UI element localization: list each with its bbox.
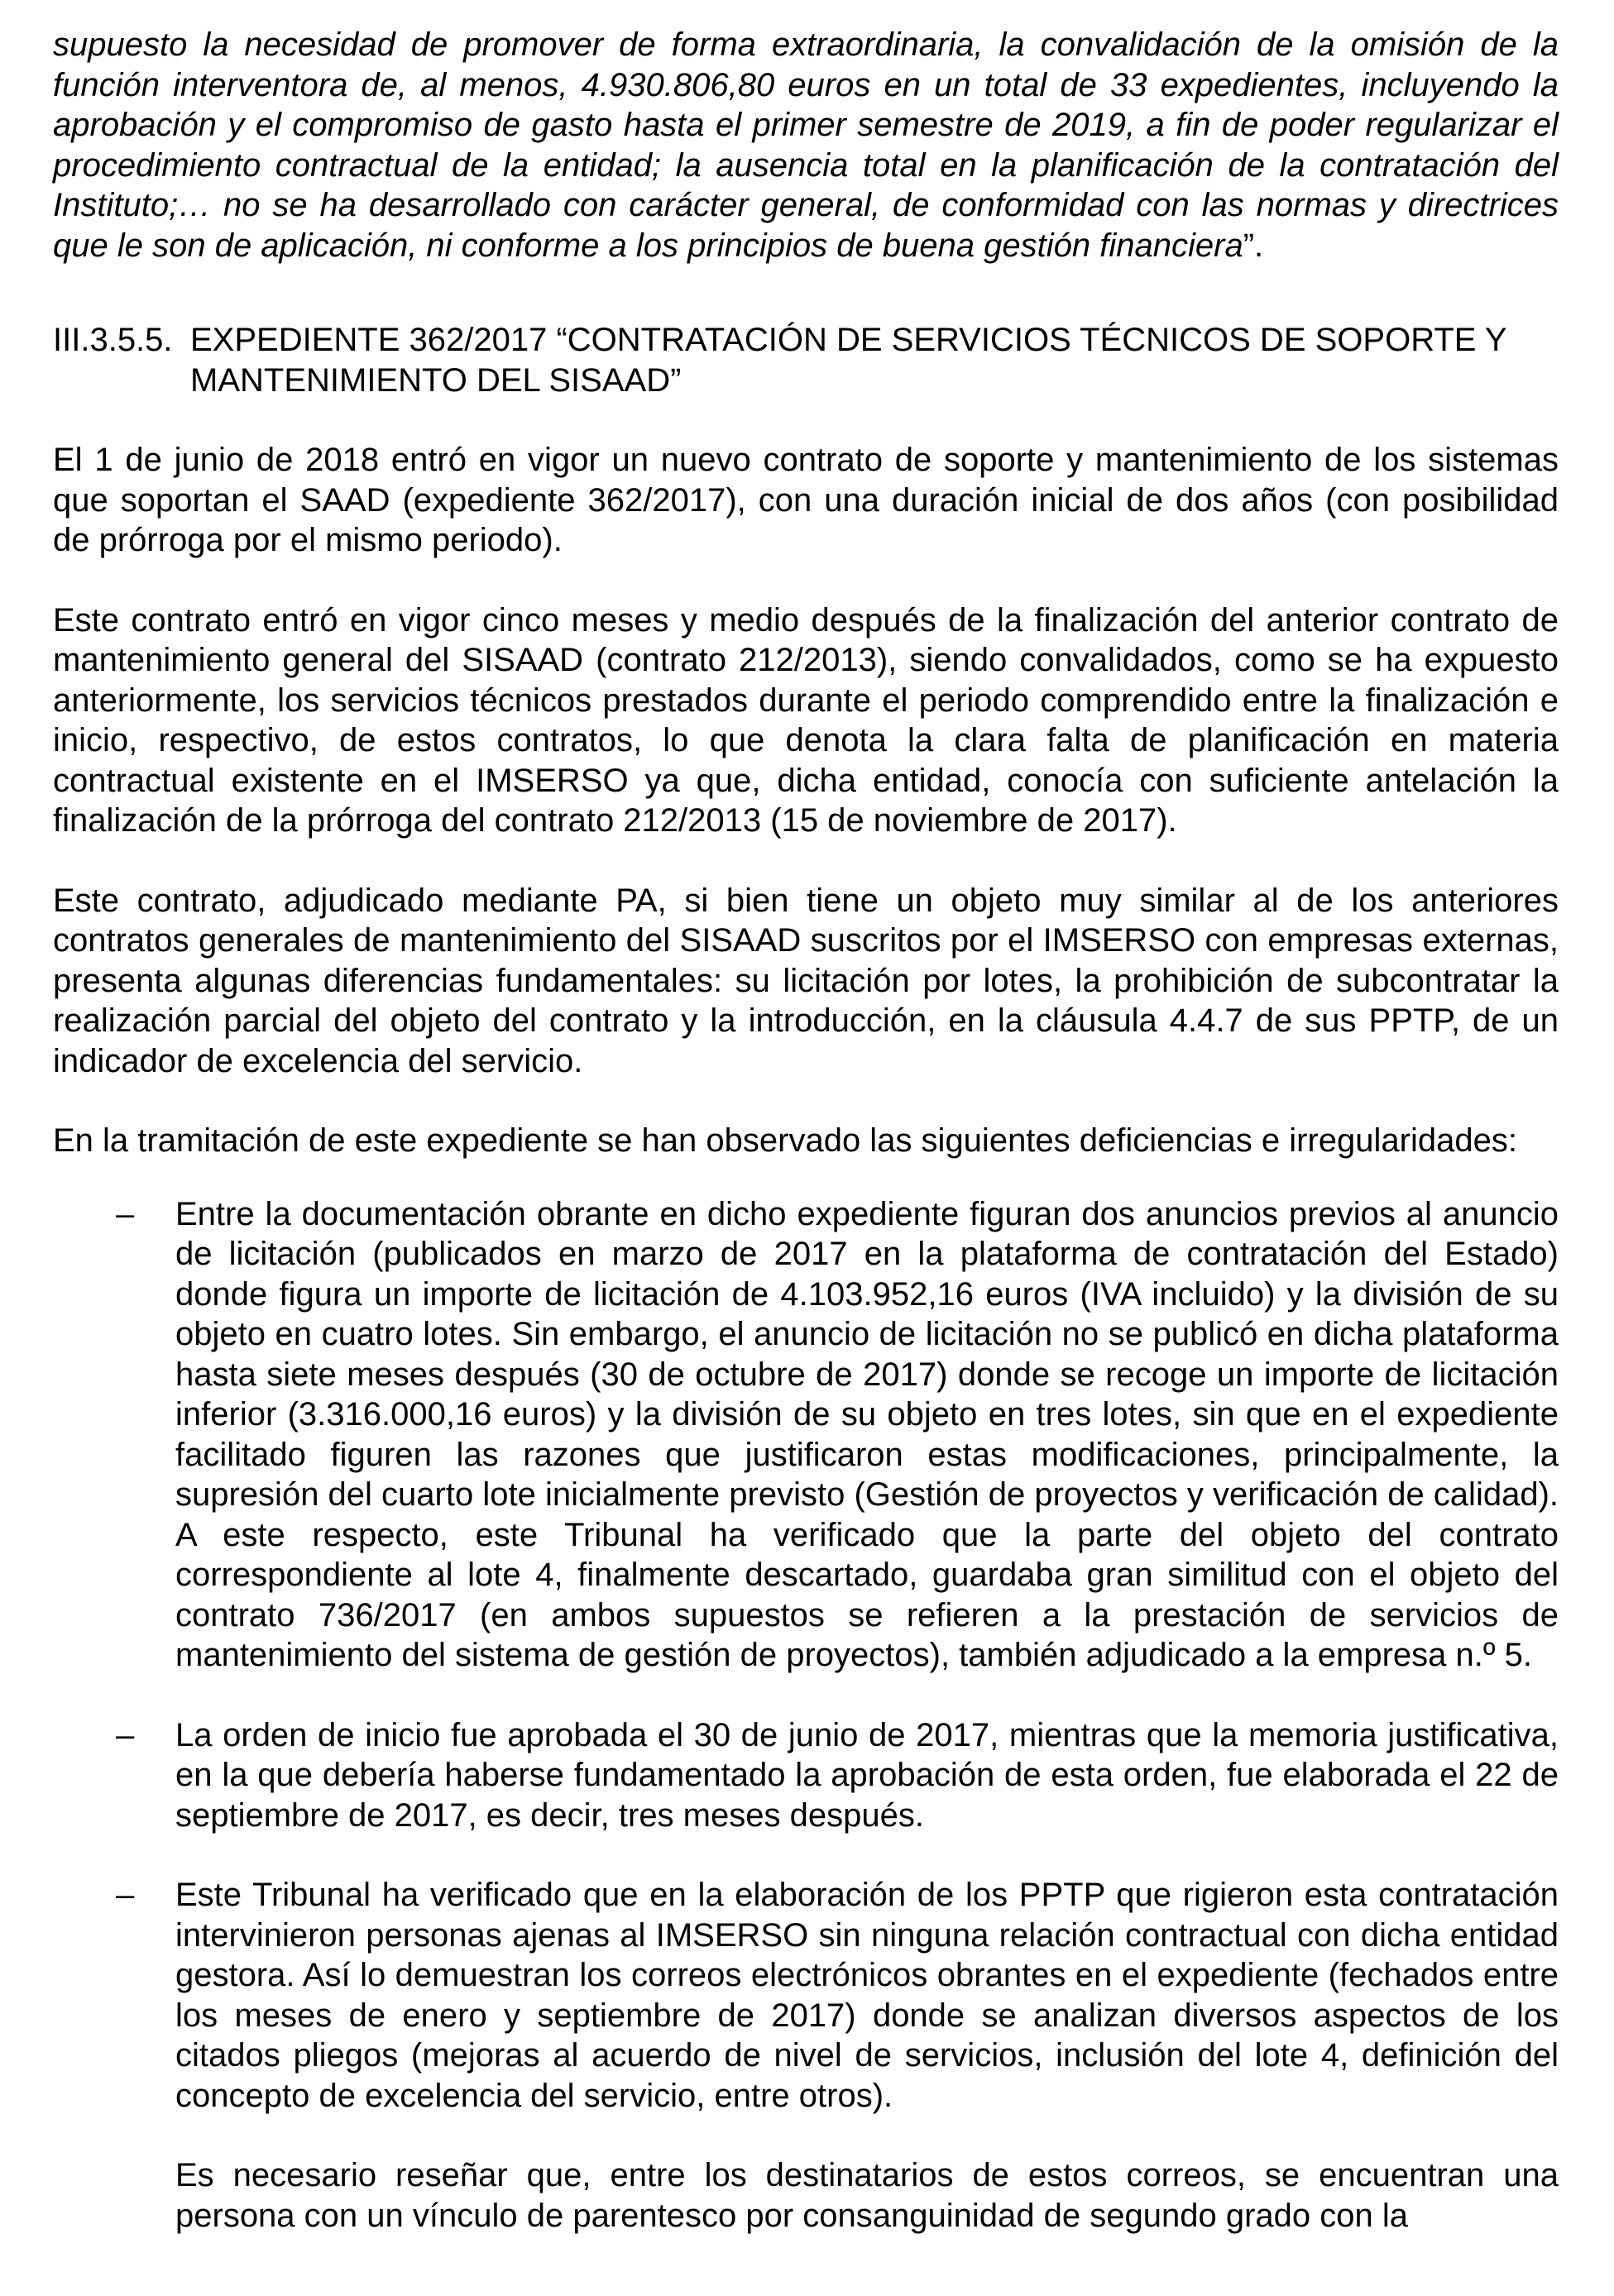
closing-paragraph: Es necesario reseñar que, entre los destinatarios de estos correos, se encuentran una persona con un vínculo de parentesco por consanguinidad de segundo grado con la <box>175 2157 1559 2234</box>
opening-quote-paragraph <box>53 25 1559 265</box>
paragraph-3: Este contrato, adjudicado mediante PA, si bien tiene un objeto muy similar al de los anteriores contratos generales de mantenimiento del SISAAD suscritos por el IMSERSO con empresas externas, presenta algunas diferencias fundamentales: su licitación por lotes, la prohibición de subcontratar la realización parcial del objeto del contrato y la introducción, en la cláusula 4.4.7 de sus PPTP, de un indicador de excelencia del servicio. <box>53 882 1559 1079</box>
list-item-text: La orden de inicio fue aprobada el 30 de junio de 2017, mientras que la memoria justificativa, en la que debería haberse fundamentado la aprobación de esta orden, fue elaborada el 22 de septiembre de 2017, es decir, tres meses después. <box>175 1716 1559 1834</box>
dash-bullet: – <box>116 1195 135 1232</box>
section-number: III.3.5.5. <box>53 322 173 358</box>
list-item <box>53 1194 1559 1676</box>
deficiencies-list <box>53 1194 1559 2117</box>
list-item-text: Este Tribunal ha verificado que en la elaboración de los PPTP que rigieron esta contratación intervinieron personas ajenas al IMSERSO sin ninguna relación contractual con dicha entidad gestora. Así lo demuestran los correos electrónicos obrantes en el expediente (fechados entre los meses de enero y septiembre de 2017) donde se analizan diversos aspectos de los citados pliegos (mejoras al acuerdo de nivel de servicios, inclusión del lote 4, definición del concepto de excelencia del servicio, entre otros). <box>175 1877 1559 2114</box>
opening-quote: supuesto la necesidad de promover de forma extraordinaria, la convalidación de la omisión de la función interventora de, al menos, 4.930.806,80 euros en un total de 33 expedientes, incluyendo la aprobación y el compromiso de gasto hasta el primer semestre de 2019, a fin de poder regularizar el procedimiento contractual de la entidad; la ausencia total en la planificación de la contratación del Instituto;… no se ha desarrollado con carácter general, de conformidad con las normas y directrices que le son de aplicación, ni conforme a los principios de buena gestión financiera <box>53 26 1559 264</box>
paragraph-1: El 1 de junio de 2018 entró en vigor un nuevo contrato de soporte y mantenimiento de los sistemas que soportan el SAAD (expediente 362/2017), con una duración inicial de dos años (con posibilidad de prórroga por el mismo periodo). <box>53 442 1559 558</box>
document-page <box>53 25 1559 2236</box>
dash-bullet: – <box>116 1716 135 1753</box>
dash-bullet: – <box>116 1877 135 1913</box>
paragraph-2: Este contrato entró en vigor cinco meses y medio después de la finalización del anterior contrato de mantenimiento general del SISAAD (contrato 212/2013), siendo convalidados, como se ha expuesto anteriormente, los servicios técnicos prestados durante el periodo comprendido entre la finalización e inicio, respectivo, de estos contratos, lo que denota la clara falta de planificación en materia contractual existente en el IMSERSO ya que, dicha entidad, conocía con suficiente antelación la finalización de la prórroga del contrato 212/2013 (15 de noviembre de 2017). <box>53 601 1559 839</box>
list-item <box>53 1875 1559 2116</box>
list-item-text: Entre la documentación obrante en dicho expediente figuran dos anuncios previos al anuncio de licitación (publicados en marzo de 2017 en la plataforma de contratación del Estado) donde figura un importe de licitación de 4.103.952,16 euros (IVA incluido) y la división de su objeto en cuatro lotes. Sin embargo, el anuncio de licitación no se publicó en dicha plataforma hasta siete meses después (30 de octubre de 2017) donde se recoge un importe de licitación inferior (3.316.000,16 euros) y la división de su objeto en tres lotes, sin que en el expediente facilitado figuren las razones que justificaron estas modificaciones, principalmente, la supresión del cuarto lote inicialmente previsto (Gestión de proyectos y verificación de calidad). A este respecto, este Tribunal ha verificado que la parte del objeto del contrato correspondiente al lote 4, finalmente descartado, guardaba gran similitud con el objeto del contrato 736/2017 (en ambos supuestos se refieren a la prestación de servicios de mantenimiento del sistema de gestión de proyectos), también adjudicado a la empresa n.º 5. <box>175 1195 1559 1673</box>
section-heading <box>53 320 1559 400</box>
list-item <box>53 1715 1559 1836</box>
paragraph-4: En la tramitación de este expediente se han observado las siguientes deficiencias e irregularidades: <box>53 1122 1517 1159</box>
section-title: EXPEDIENTE 362/2017 “CONTRATACIÓN DE SERVICIOS TÉCNICOS DE SOPORTE Y MANTENIMIENTO DEL SISAAD” <box>190 322 1506 399</box>
opening-quote-end: ”. <box>1243 227 1264 264</box>
